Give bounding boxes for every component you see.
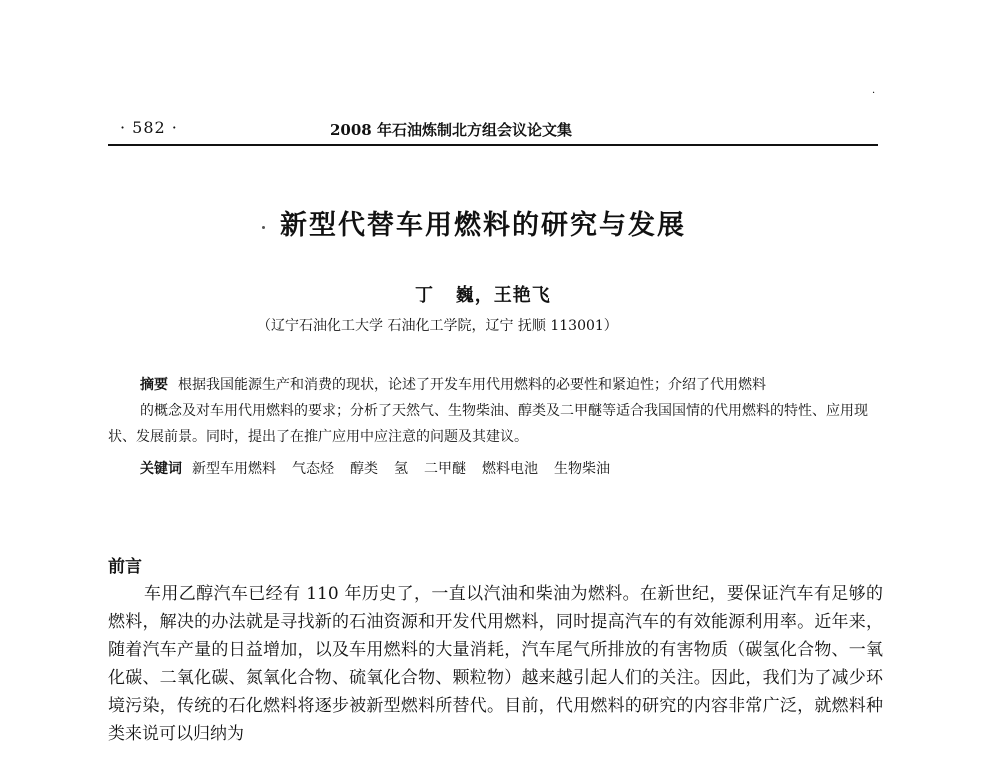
keywords [108, 456, 883, 482]
abstract-first-paragraph [108, 372, 883, 398]
abstract [108, 372, 883, 482]
intro-body-text: 车用乙醇汽车已经有 110 年历史了，一直以汽油和柴油为燃料。在新世纪，要保证汽车有足够的燃料，解决的办法就是寻找新的石油资源和开发代用燃料，同时提高汽车的有效能源利用率。近年来，随着汽车产量的日益增加，以及车用燃料的大量消耗，汽车尾气所排放的有害物质（碳氢化合物、一氧化碳、二氧化碳、氮氧化合物、硫氧化合物、颗粒物）越来越引起人们的关注。因此，我们为了减少环境污染，传统的石化燃料将逐步被新型燃料所替代。目前，代用燃料的研究的内容非常广泛，就燃料种类来说可以归纳为 [108, 584, 883, 744]
stray-dot [262, 226, 265, 229]
section-heading: 前言 [108, 557, 142, 577]
keyword: 燃料电池 [482, 461, 538, 477]
keyword: 新型车用燃料 [192, 461, 276, 477]
header-rule [108, 144, 878, 146]
keyword: 二甲醚 [424, 461, 466, 477]
authors: 丁 巍，王艳飞 [415, 285, 551, 306]
page-number: · 582 · [120, 118, 178, 137]
affiliation: （辽宁石油化工大学 石油化工学院，辽宁 抚顺 113001） [257, 318, 618, 334]
running-header: 2008 年石油炼制北方组会议论文集 [330, 121, 572, 139]
keyword: 生物柴油 [554, 461, 610, 477]
abstract-first-text: 根据我国能源生产和消费的现状，论述了开发车用代用燃料的必要性和紧迫性；介绍了代用燃料 [178, 377, 766, 393]
abstract-label: 摘要 [140, 377, 168, 393]
paper-title: 新型代替车用燃料的研究与发展 [280, 210, 686, 241]
keyword: 气态烃 [292, 461, 334, 477]
keywords-label: 关键词 [140, 461, 182, 477]
abstract-second-paragraph: 的概念及对车用代用燃料的要求；分析了天然气、生物柴油、醇类及二甲醚等适合我国国情的代用燃料的特性、应用现状、发展前景。同时，提出了在推广应用中应注意的问题及其建议。 [108, 403, 868, 445]
keyword: 醇类 [350, 461, 378, 477]
corner-mark: · [872, 88, 876, 99]
keyword: 氢 [394, 461, 408, 477]
